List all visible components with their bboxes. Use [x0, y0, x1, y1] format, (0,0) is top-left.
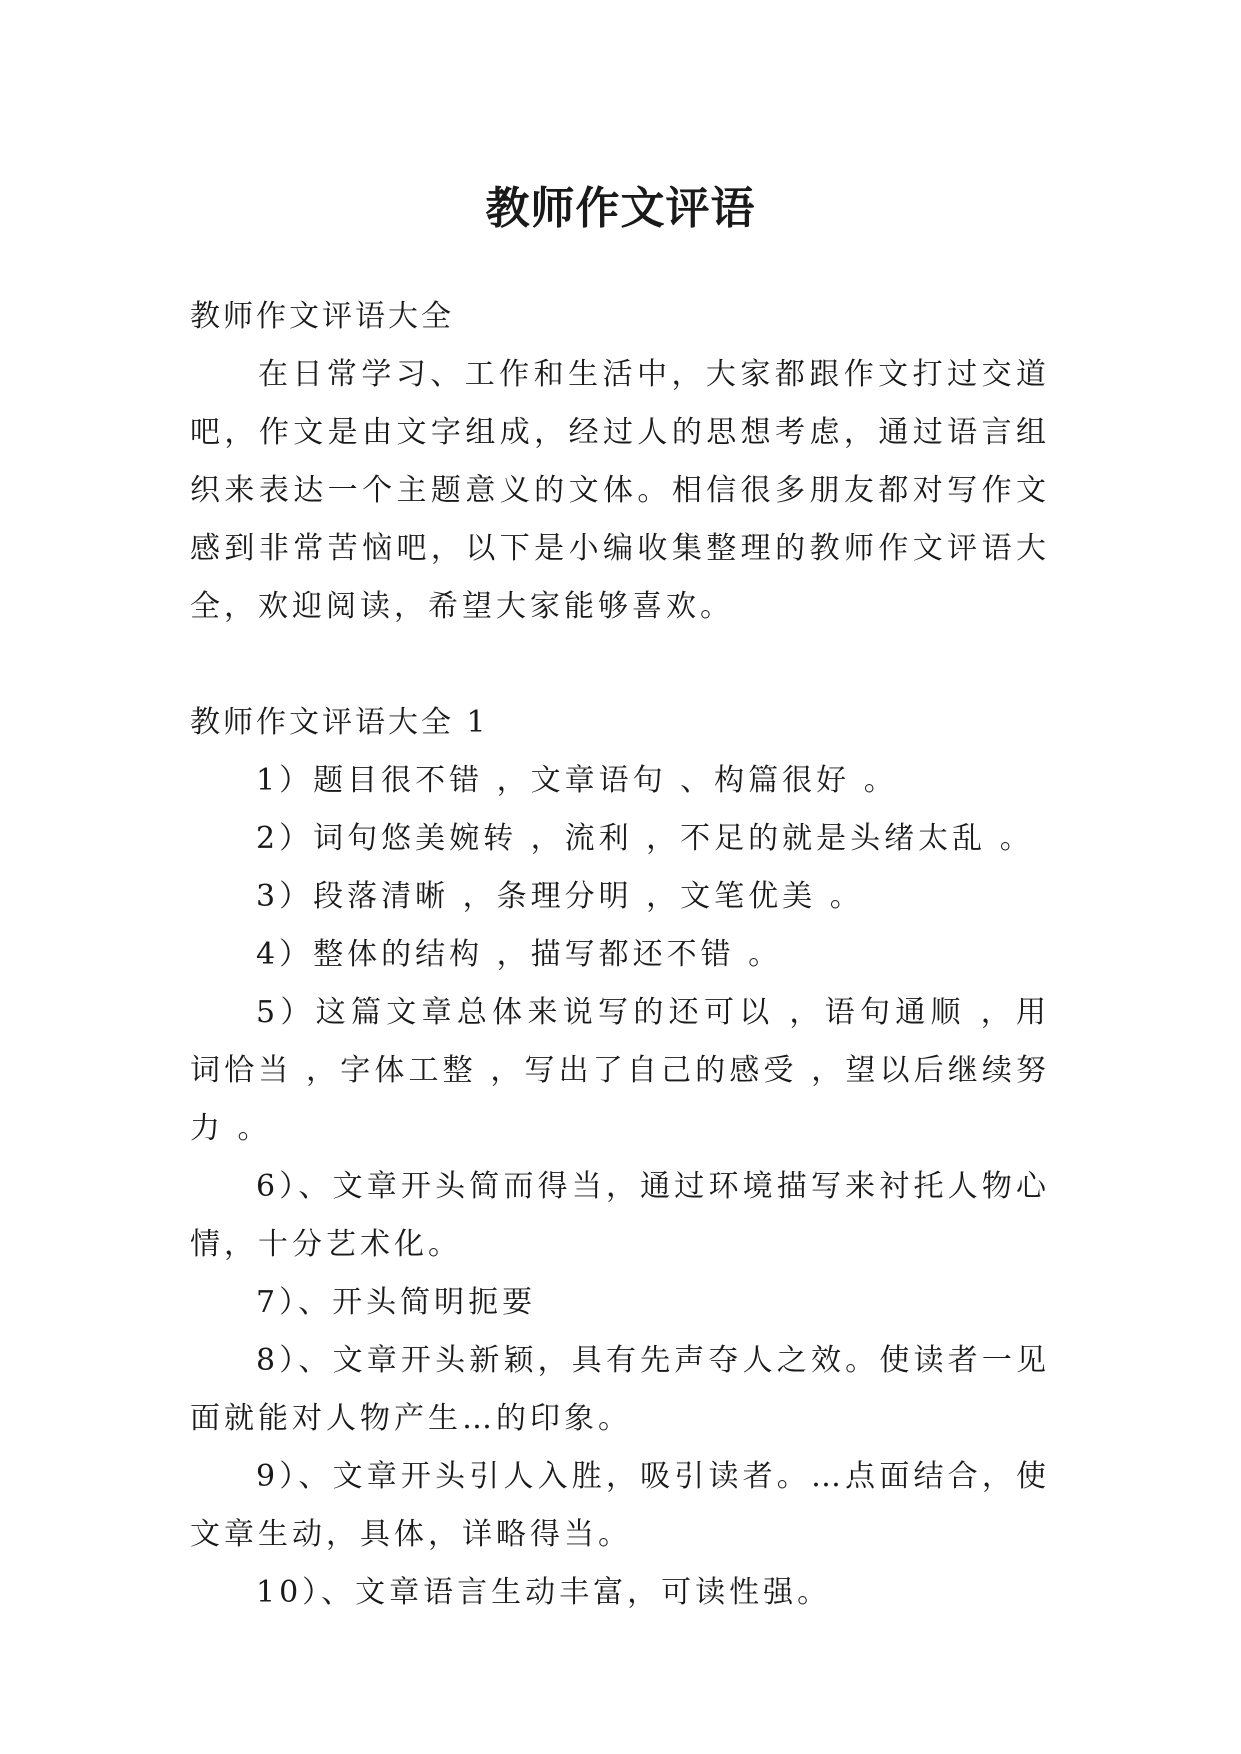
comment-item-4: 4）整体的结构 ，描写都还不错 。: [256, 937, 783, 972]
comment-item-9: 9）、文章开头引人入胜，吸引读者。…点面结合，使文章生动，具体，详略得当。: [190, 1459, 1050, 1552]
section-heading: 教师作文评语大全: [190, 299, 454, 334]
comment-item-7: 7）、开头简明扼要: [256, 1285, 537, 1320]
comment-item-6: 6）、文章开头简而得当，通过环境描写来衬托人物心情，十分艺术化。: [190, 1169, 1050, 1262]
paragraph-gap: [190, 636, 1050, 694]
comment-item-8: 8）、文章开头新颖，具有先声夺人之效。使读者一见面就能对人物产生…的印象。: [190, 1343, 1050, 1436]
document-body: [190, 288, 1050, 1622]
comment-item-2: 2）词句悠美婉转 ，流利 ，不足的就是头绪太乱 。: [256, 821, 1034, 856]
comment-item-5: 5）这篇文章总体来说写的还可以 ，语句通顺 ，用词恰当 ，字体工整 ，写出了自己的感受 ，望以后继续努力 。: [190, 995, 1050, 1146]
document-title: 教师作文评语: [485, 183, 756, 235]
comment-item-10: 10）、文章语言生动丰富，可读性强。: [256, 1575, 832, 1610]
comment-item-3: 3）段落清晰 ，条理分明 ，文笔优美 。: [256, 879, 864, 914]
comment-item-1: 1）题目很不错 ，文章语句 、构篇很好 。: [256, 763, 898, 798]
intro-paragraph: 在日常学习、工作和生活中，大家都跟作文打过交道吧，作文是由文字组成，经过人的思想考虑，通过语言组织来表达一个主题意义的文体。相信很多朋友都对写作文感到非常苦恼吧，以下是小编收集整理的教师作文评语大全，欢迎阅读，希望大家能够喜欢。: [190, 357, 1050, 624]
subheading: 教师作文评语大全 1: [190, 705, 489, 740]
